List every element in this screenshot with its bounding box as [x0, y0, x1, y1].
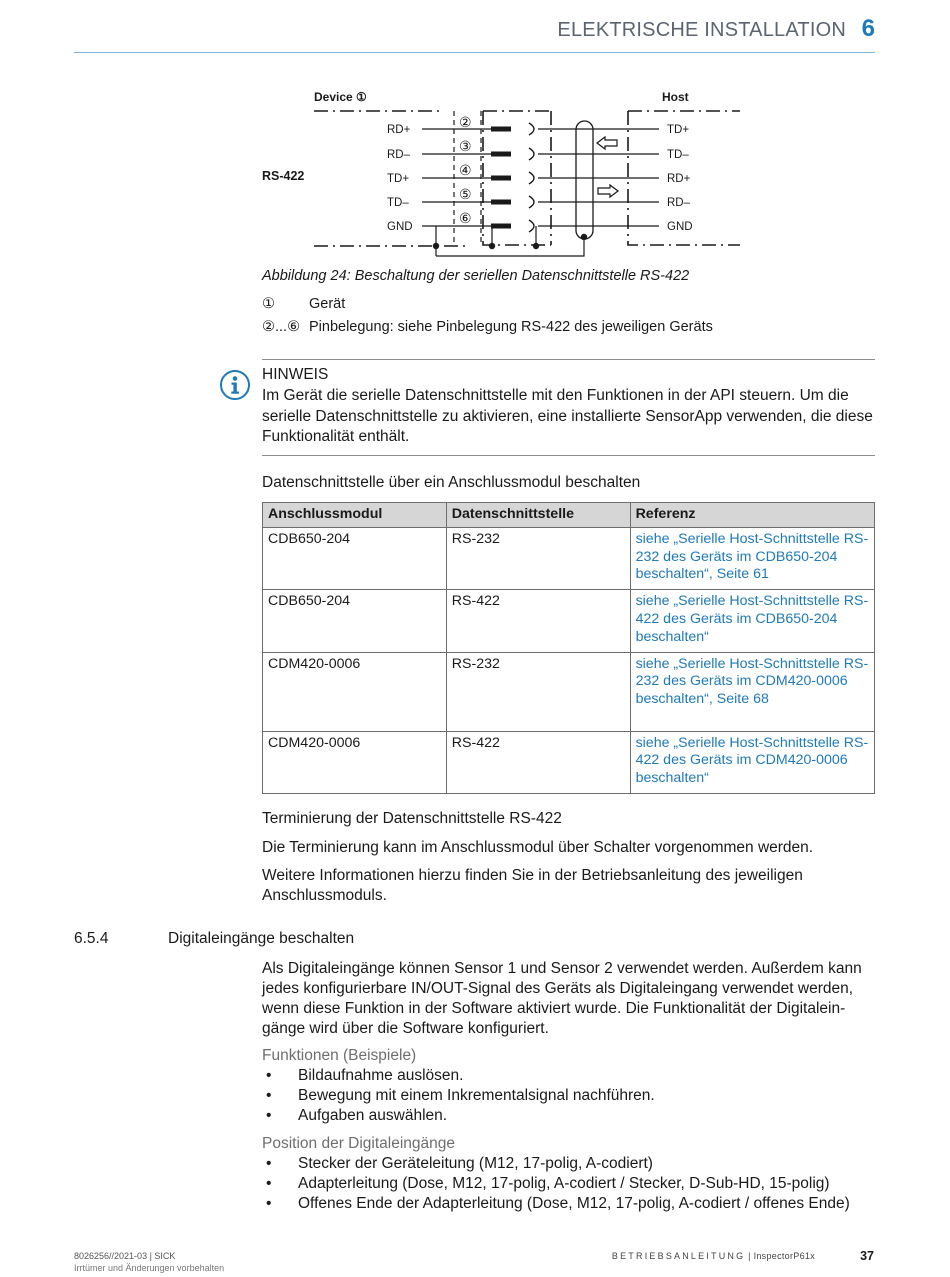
table-header-row — [263, 503, 875, 528]
bullet-icon: • — [266, 1195, 272, 1212]
table-cell: RS-232 — [446, 527, 630, 589]
pin-number: ② — [459, 114, 472, 130]
legend-text: Gerät — [309, 296, 346, 312]
bullet-icon: • — [266, 1155, 272, 1172]
host-pin-label: TD+ — [667, 124, 690, 136]
footer-disclaimer: Irrtümer und Änderungen vorbehalten — [74, 1263, 225, 1273]
table-row — [263, 527, 875, 589]
interface-label: RS-422 — [262, 169, 305, 183]
termination-paragraph: Die Terminierung kann im Anschlussmodul über Schalter vorgenommen werden. — [262, 839, 814, 856]
device-pin-label: TD– — [387, 197, 409, 209]
device-pin-label: RD– — [387, 149, 411, 161]
table-cell: RS-422 — [446, 731, 630, 793]
pin-number: ④ — [459, 162, 472, 178]
arrow-right-icon — [598, 185, 618, 197]
host-pin-label: GND — [667, 221, 693, 233]
footer-manual — [612, 1251, 815, 1261]
table-row — [263, 652, 875, 731]
column-header: Anschlussmodul — [263, 503, 447, 528]
pin-number: ⑥ — [459, 210, 472, 226]
table-cell: RS-232 — [446, 652, 630, 731]
device-pin-label: GND — [387, 221, 413, 233]
section-title: Digitaleingänge beschalten — [168, 930, 355, 947]
table-row — [263, 590, 875, 652]
column-header: Datenschnittstelle — [446, 503, 630, 528]
hint-title: HINWEIS — [262, 366, 329, 383]
functions-label: Funktionen (Beispiele) — [262, 1047, 417, 1064]
info-icon — [219, 369, 251, 401]
bullet-icon: • — [266, 1107, 272, 1124]
reference-link[interactable]: siehe „Serielle Host-Schnittstelle RS-232 des Geräts im CDB650-204 beschalten“, Seite 61 — [630, 527, 874, 589]
footer-product: | InspectorP61x — [745, 1251, 815, 1261]
termination-heading: Terminierung der Datenschnittstelle RS-422 — [262, 810, 562, 827]
host-pin-label: RD– — [667, 197, 691, 209]
connector-pins — [491, 127, 511, 229]
reference-link[interactable]: siehe „Serielle Host-Schnittstelle RS-422 des Geräts im CDM420-0006 beschalten“ — [630, 731, 874, 793]
column-header: Referenz — [630, 503, 874, 528]
position-label: Position der Digitaleingänge — [262, 1135, 456, 1152]
host-label: Host — [662, 90, 689, 104]
table-cell: CDB650-204 — [263, 527, 447, 589]
device-pin-label: TD+ — [387, 173, 410, 185]
bullet-icon: • — [266, 1067, 272, 1084]
direction-arrows — [597, 137, 618, 197]
chapter-title: ELEKTRISCHE INSTALLATION — [557, 19, 846, 41]
table-row — [263, 731, 875, 793]
bullet-icon: • — [266, 1087, 272, 1104]
device-pin-label: RD+ — [387, 124, 411, 136]
legend-text: Pinbelegung: siehe Pinbelegung RS-422 des jeweiligen Geräts — [309, 319, 713, 335]
table-cell: CDM420-0006 — [263, 652, 447, 731]
termination-paragraph: Weitere Informationen hierzu finden Sie in der Betriebsanleitung des jeweiligen Anschlussmoduls. — [262, 867, 803, 904]
pin-number: ③ — [459, 138, 472, 154]
legend-symbol: ① — [262, 296, 275, 312]
legend-symbol: ②...⑥ — [262, 319, 301, 335]
cable-shield — [576, 121, 593, 239]
figure-caption: Abbildung 24: Beschaltung der seriellen Datenschnittstelle RS-422 — [262, 268, 690, 284]
hint-bottom-rule — [262, 455, 875, 456]
reference-link[interactable]: siehe „Serielle Host-Schnittstelle RS-232 des Geräts im CDM420-0006 beschalten“, Seite 68 — [630, 652, 874, 731]
chapter-number: 6 — [861, 15, 875, 42]
table-cell: RS-422 — [446, 590, 630, 652]
table-cell: CDM420-0006 — [263, 731, 447, 793]
header-divider — [74, 52, 875, 53]
host-pin-label: RD+ — [667, 173, 691, 185]
hint-top-rule — [262, 359, 875, 360]
page-number: 37 — [860, 1249, 874, 1263]
section-intro: Als Digitaleingänge können Sensor 1 und Sensor 2 verwendet werden. Außerdem kann jedes konfigurierbare IN/OUT-Signal des Geräts als Digitaleingang verwendet werden, wenn diese Funktion in der Software aktiviert wurde. Die Funktionalität der Digitaleingänge wird über die Software konfiguriert. — [262, 960, 862, 1037]
bullet-icon: • — [266, 1175, 272, 1192]
table-heading: Datenschnittstelle über ein Anschlussmodul beschalten — [262, 474, 641, 491]
device-label: Device ① — [314, 90, 367, 104]
table-cell: CDB650-204 — [263, 590, 447, 652]
section-number: 6.5.4 — [74, 930, 109, 947]
pin-number: ⑤ — [459, 186, 472, 202]
arrow-left-icon — [597, 137, 617, 149]
hint-body: Im Gerät die serielle Datenschnittstelle mit den Funktionen in der API steuern. Um die serielle Datenschnittstelle zu aktivieren, eine installierte SensorApp verwenden, die diese Funktionalität enthält. — [262, 387, 873, 445]
rs422-wiring-diagram — [255, 85, 755, 265]
signal-lines — [422, 129, 659, 256]
reference-link[interactable]: siehe „Serielle Host-Schnittstelle RS-422 des Geräts im CDB650-204 beschalten“ — [630, 590, 874, 652]
connection-module-table — [262, 502, 875, 794]
footer-document-id: 8026256//2021-03 | SICK — [74, 1251, 176, 1261]
footer-manual-label: BETRIEBSANLEITUNG — [611, 1251, 746, 1261]
junction-dots — [433, 234, 587, 249]
host-pin-label: TD– — [667, 149, 689, 161]
connector-sockets — [529, 123, 534, 232]
